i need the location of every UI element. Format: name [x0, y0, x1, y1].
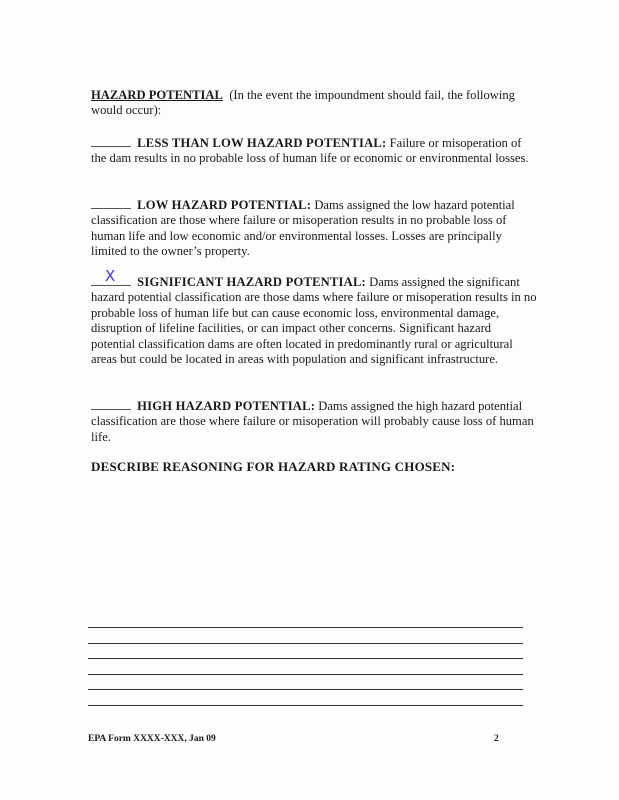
footer-form-id: EPA Form XXXX-XXX, Jan 09 [88, 734, 216, 744]
option-significant [91, 267, 537, 367]
hazard-potential-intro-text: (In the event the impoundment should fail, the following would occur): [91, 88, 515, 118]
high-description: Dams assigned the high hazard potential classification are those where failure or misoperation will probably cause loss of human life. [91, 399, 534, 444]
reasoning-line[interactable] [88, 674, 523, 675]
significant-check-mark: X [105, 267, 116, 285]
less-than-low-description: Failure or misoperation of the dam results in no probable loss of human life or economic or environmental losses. [91, 136, 529, 166]
low-description: Dams assigned the low hazard potential classification are those where failure or misoperation results in no probable loss of human life and low economic and/or environmental losses. Losses are principally limited to the owner’s property. [91, 198, 515, 259]
high-checkbox-blank[interactable] [91, 398, 131, 410]
less-than-low-label: LESS THAN LOW HAZARD POTENTIAL: [137, 136, 387, 150]
option-less-than-low [91, 135, 537, 167]
less-than-low-checkbox-blank[interactable] [91, 135, 131, 147]
reasoning-line[interactable] [88, 689, 523, 690]
low-label: LOW HAZARD POTENTIAL: [137, 198, 312, 212]
significant-label: SIGNIFICANT HAZARD POTENTIAL: [137, 275, 366, 289]
low-checkbox-blank[interactable] [91, 197, 131, 209]
high-label: HIGH HAZARD POTENTIAL: [137, 399, 316, 413]
significant-checkbox-blank[interactable] [91, 267, 131, 286]
reasoning-heading: DESCRIBE REASONING FOR HAZARD RATING CHOSEN: [91, 459, 456, 474]
reasoning-line[interactable] [88, 658, 523, 659]
reasoning-line[interactable] [88, 705, 523, 706]
significant-description: Dams assigned the significant hazard potential classification are those dams where failure or misoperation results in no probable loss of human life but can cause economic loss, environmental damage, disruption of lifeline facilities, or can impact other concerns. Significant hazard potential classification dams are often located in predominantly rural or agricultural areas but could be located in areas with population and significant infrastructure. [91, 275, 537, 367]
option-low [91, 197, 537, 260]
reasoning-line[interactable] [88, 627, 523, 628]
footer-page-number: 2 [494, 734, 499, 744]
hazard-potential-heading: HAZARD POTENTIAL [91, 88, 223, 102]
reasoning-line[interactable] [88, 643, 523, 644]
option-high [91, 398, 537, 445]
hazard-potential-intro [91, 88, 537, 119]
